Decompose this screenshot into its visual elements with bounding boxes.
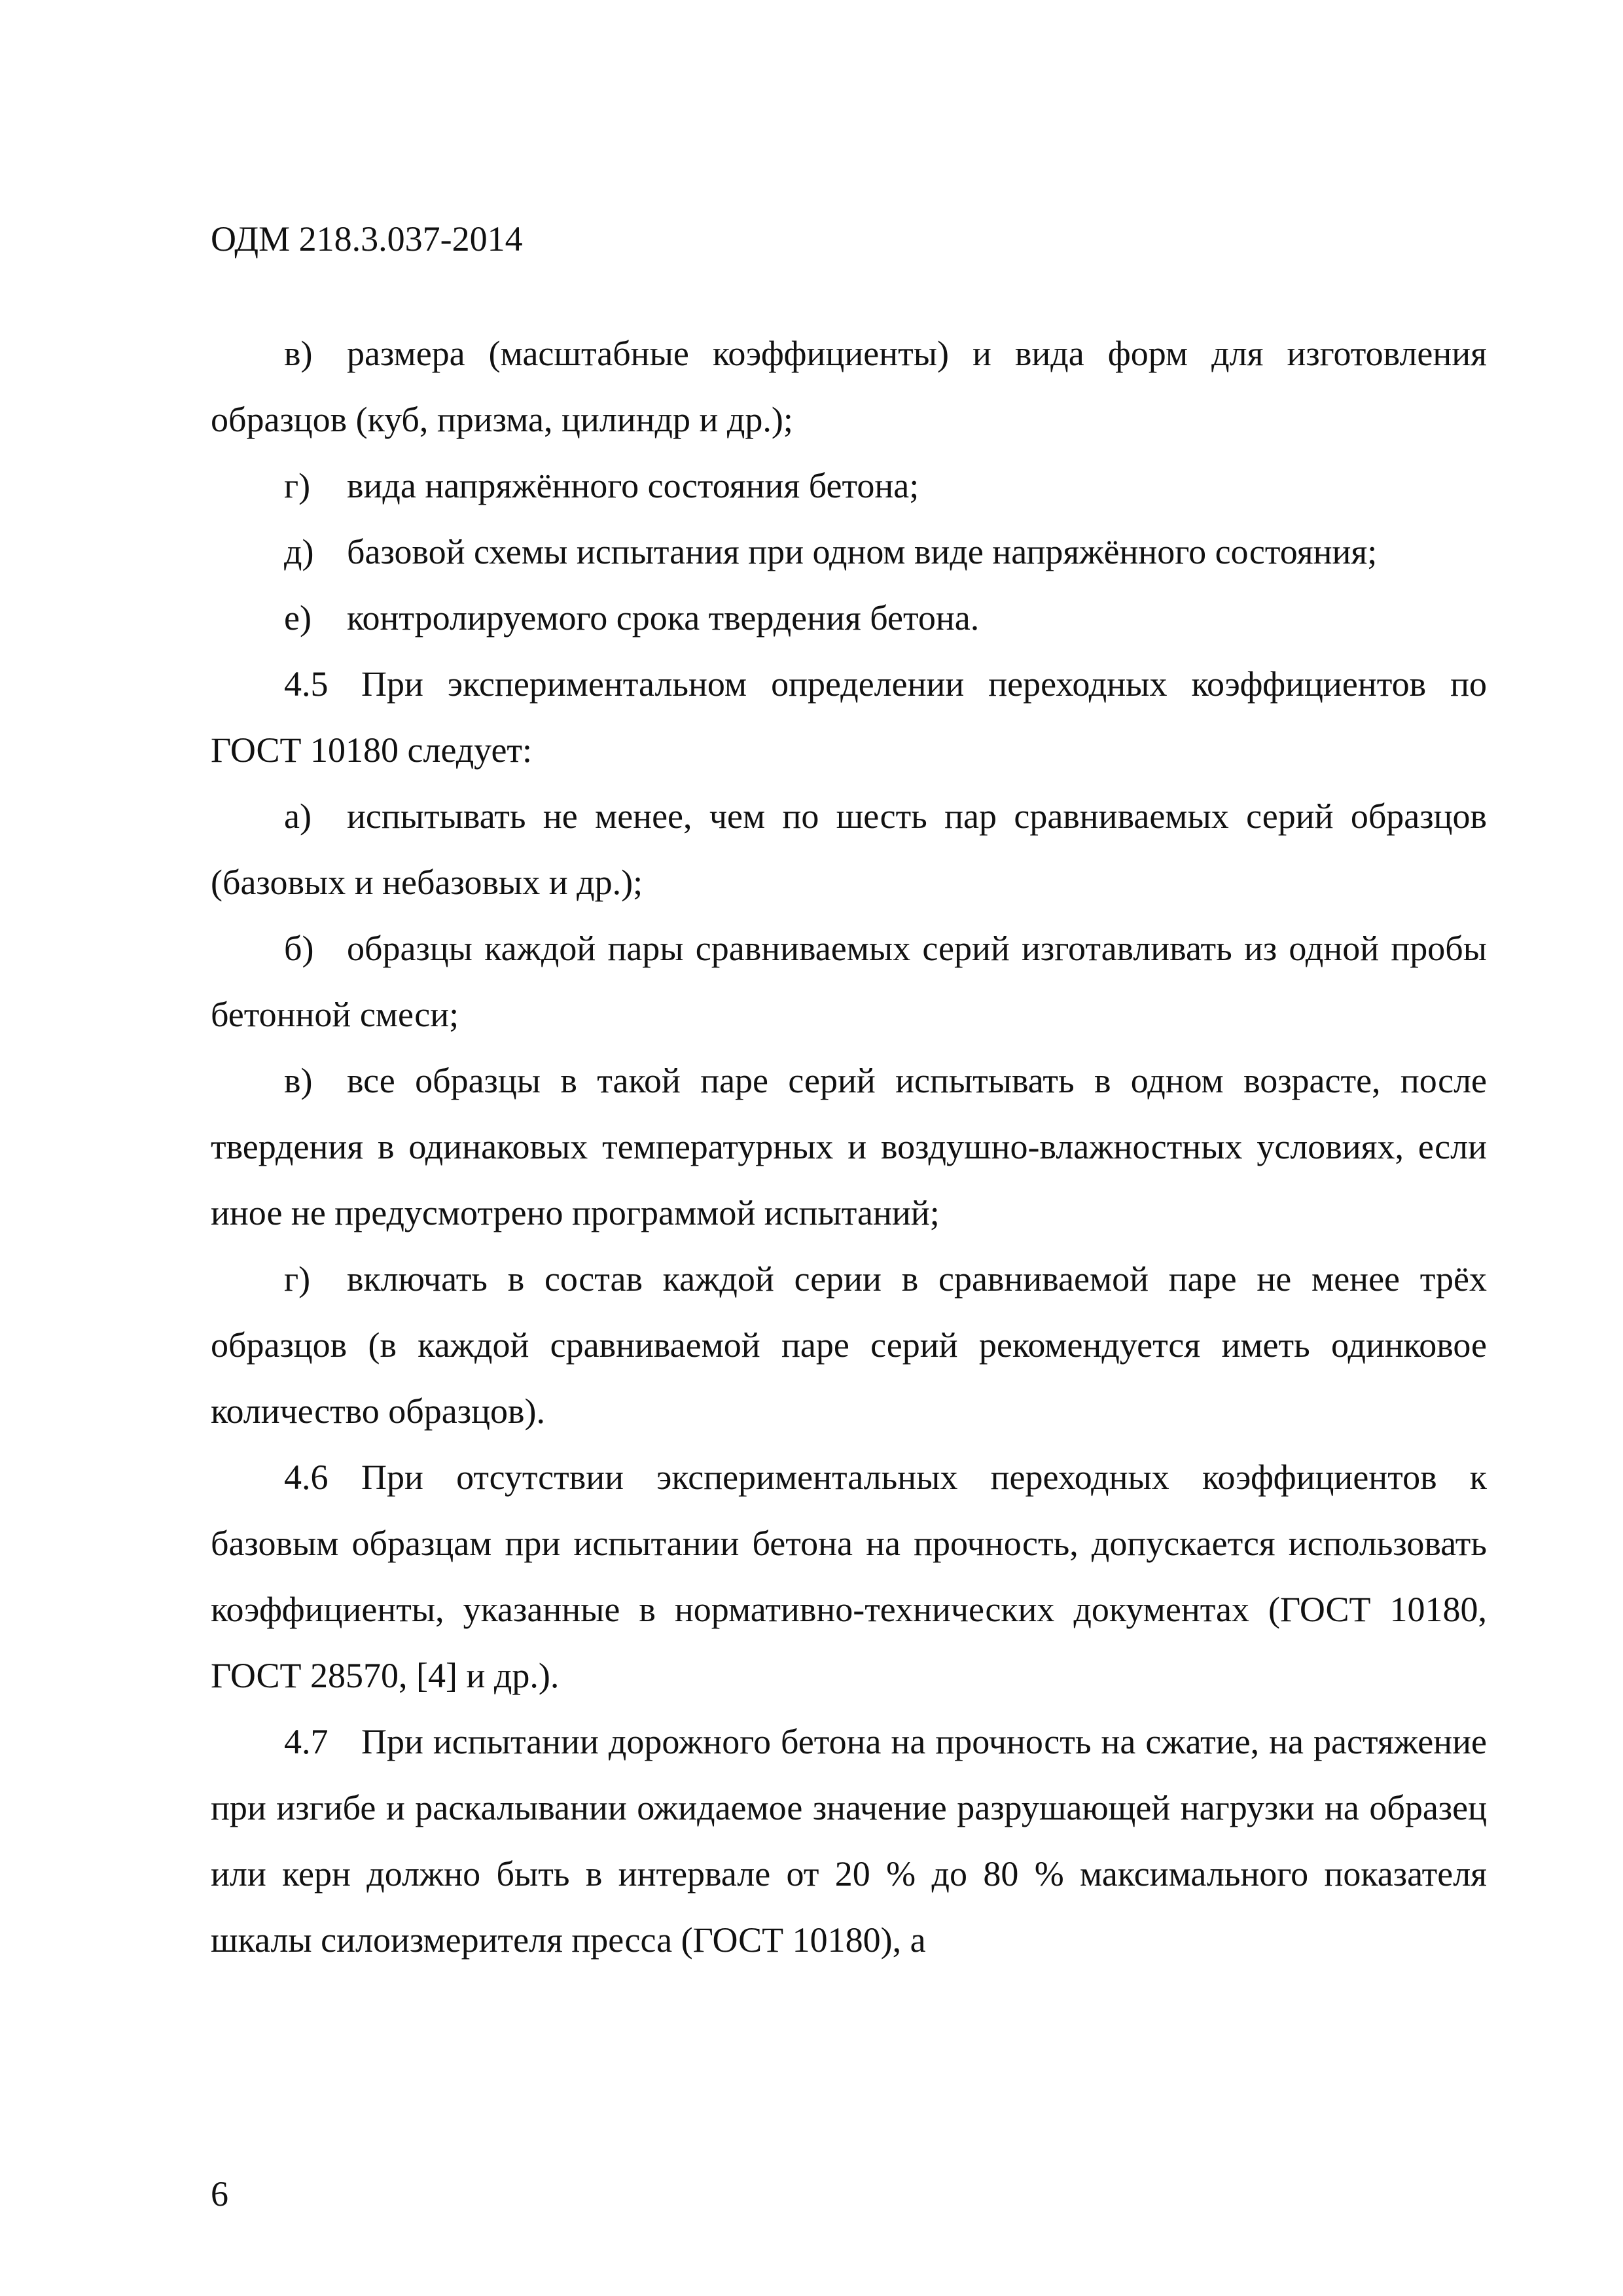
list-item-label: г) [284,466,311,505]
list-item-text: испытывать не менее, чем по шесть пар сравниваемых серий образцов (базовых и небазовых и др.); [211,797,1487,902]
list-item-v2 [211,1048,1487,1246]
document-code-header: ОДМ 218.3.037-2014 [211,219,523,259]
list-item-label: е) [284,598,312,637]
list-item-text: размера (масштабные коэффициенты) и вида форм для изготовления образцов (куб, призма, цилиндр и др.); [211,334,1487,439]
list-item-d [211,519,1487,585]
list-item-text: все образцы в такой паре серий испытывать в одном возрасте, после твердения в одинаковых температурных и воздушно-влажностных условиях, если иное не предусмотрено программой испытаний; [211,1061,1487,1232]
page-number: 6 [211,2174,228,2214]
section-number: 4.5 [284,664,329,704]
section-4-6 [211,1444,1487,1709]
list-item-e [211,585,1487,651]
list-item-a [211,783,1487,916]
list-item-text: включать в состав каждой серии в сравниваемой паре не менее трёх образцов (в каждой сравниваемой паре серий рекомендуется иметь одинковое количество образцов). [211,1259,1487,1431]
list-item-label: в) [284,334,313,373]
list-item-label: в) [284,1061,313,1100]
list-item-label: д) [284,532,314,571]
section-4-5 [211,651,1487,783]
section-number: 4.7 [284,1722,329,1761]
list-item-text: базовой схемы испытания при одном виде напряжённого состояния; [347,532,1378,571]
list-item-text: вида напряжённого состояния бетона; [347,466,919,505]
list-item-b [211,916,1487,1048]
list-item-g2 [211,1246,1487,1444]
section-text: При отсутствии экспериментальных переходных коэффициентов к базовым образцам при испытании бетона на прочность, допускается использовать коэффициенты, указанные в нормативно-технических документах (ГОСТ 10180, ГОСТ 28570, [4] и др.). [211,1458,1487,1695]
section-text: При испытании дорожного бетона на прочность на сжатие, на растяжение при изгибе и раскалывании ожидаемое значение разрушающей нагрузки на образец или керн должно быть в интервале от 20 % до 80 % максимального показателя шкалы силоизмерителя пресса (ГОСТ 10180), а [211,1722,1487,1960]
list-item-g [211,453,1487,519]
list-item-text: образцы каждой пары сравниваемых серий изготавливать из одной пробы бетонной смеси; [211,929,1487,1034]
section-4-7 [211,1709,1487,1973]
section-text: При экспериментальном определении переходных коэффициентов по ГОСТ 10180 следует: [211,664,1487,770]
list-item-label: г) [284,1259,311,1299]
document-body [211,321,1487,1973]
list-item-v [211,321,1487,453]
section-number: 4.6 [284,1458,329,1497]
list-item-label: б) [284,929,314,968]
list-item-label: а) [284,797,312,836]
list-item-text: контролируемого срока твердения бетона. [347,598,980,637]
